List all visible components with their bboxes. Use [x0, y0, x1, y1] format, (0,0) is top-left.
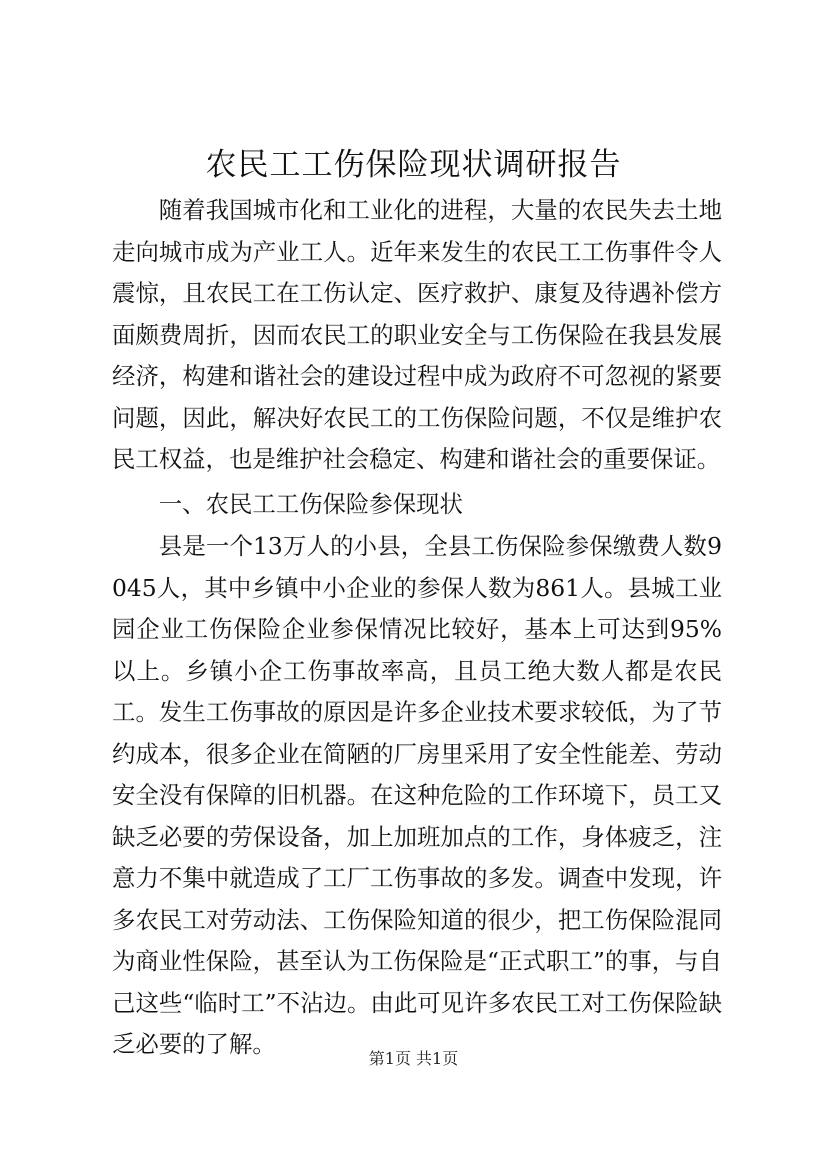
section-heading: 一、农民工工伤保险参保现状	[158, 490, 463, 518]
intro-paragraph: 随着我国城市化和工业化的进程，大量的农民失去土地走向城市成为产业工人。近年来发生的农民工工伤事件令人震惊，且农民工在工伤认定、医疗救护、康复及待遇补偿方面颇费周折，因而农民工的职业安全与工伤保险在我县发展经济，构建和谐社会的建设过程中成为政府不可忽视的紧要问题，因此，解决好农民工的工伤保险问题，不仅是维护农民工权益，也是维护社会稳定、构建和谐社会的重要保证。	[112, 196, 722, 473]
body-paragraph: 县是一个13万人的小县，全县工伤保险参保缴费人数9045人，其中乡镇中小企业的参保人数为861人。县城工业园企业工伤保险企业参保情况比较好，基本上可达到95%以上。乡镇小企工伤事故率高，且员工绝大数人都是农民工。发生工伤事故的原因是许多企业技术要求较低，为了节约成本，很多企业在简陋的厂房里采用了安全性能差、劳动安全没有保障的旧机器。在这种危险的工作环境下，员工又缺乏必要的劳保设备，加上加班加点的工作，身体疲乏，注意力不集中就造成了工厂工伤事故的多发。调查中发现，许多农民工对劳动法、工伤保险知道的很少，把工伤保险混同为商业性保险，甚至认为工伤保险是“正式职工”的事，与自己这些“临时工”不沾边。由此可见许多农民工对工伤保险缺乏必要的了解。	[112, 532, 722, 1058]
document-title: 农民工工伤保险现状调研报告	[205, 147, 622, 183]
page-footer: 第1页 共1页	[368, 1049, 459, 1068]
